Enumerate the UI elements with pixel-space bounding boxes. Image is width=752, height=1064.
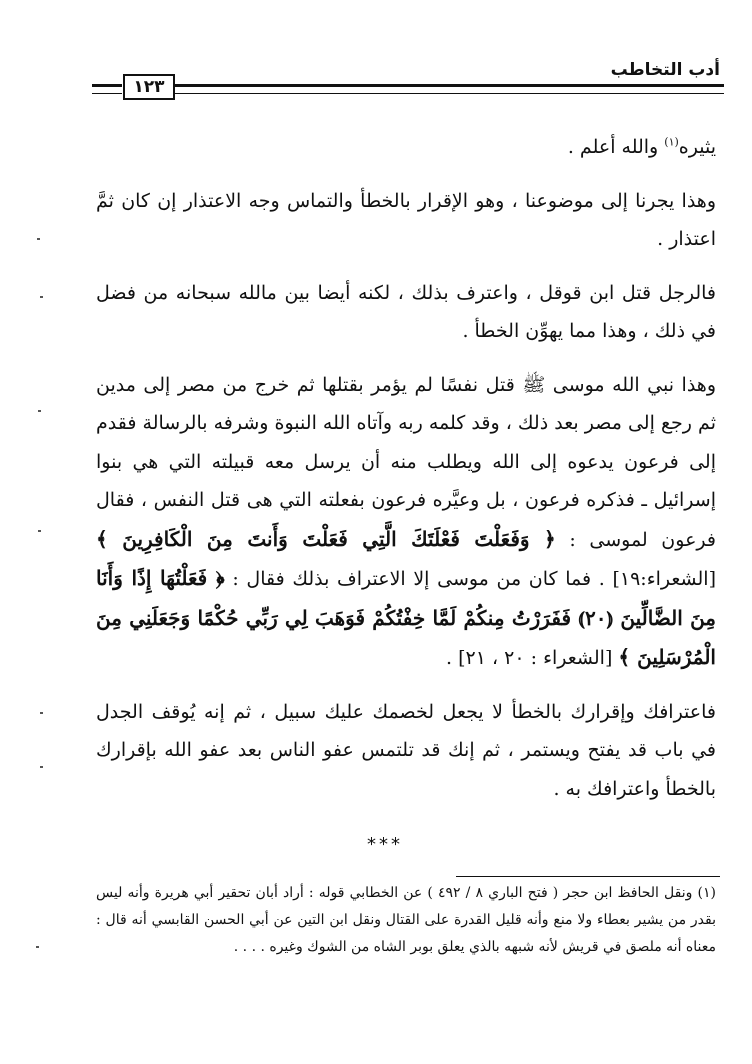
paragraph-5: فاعترافك وإقرارك بالخطأ لا يجعل لخصمك عليك سبيل ، ثم إنه يُوقف الجدل في باب قد يفتح ويستمر ، ثم إنك قد تلتمس عفو الناس بعد عفو الله بإقرارك بالخطأ واعترافك به . — [96, 700, 716, 800]
paragraph-4-b: [الشعراء:١٩] . فما كان من موسى إلا الاعتراف بذلك فقال : — [232, 568, 716, 590]
scan-mark — [36, 946, 39, 948]
footnotes — [96, 880, 716, 961]
paragraph-1-start: يثيره — [678, 136, 716, 158]
header-rule — [172, 84, 724, 94]
quran-verse-1: ﴿ وَفَعَلْتَ فَعْلَتَكَ الَّتِي فَعَلْتَ وَأَنتَ مِنَ الْكَافِرِينَ ﴾ — [96, 526, 556, 551]
main-text — [96, 128, 716, 823]
quran-verse-2: ﴿ فَعَلْتُهَا إِذًا وَأَنَا مِنَ الضَّالِّينَ ⦅٢٠⦆ فَفَرَرْتُ مِنكُمْ لَمَّا خِفْتُكُمْ فَوَهَبَ لِي رَبِّي حُكْمًا وَجَعَلَنِي مِنَ الْمُرْسَلِينَ ﴾ — [96, 566, 717, 669]
scan-mark — [38, 530, 41, 532]
footnote-1: (١) ونقل الحافظ ابن حجر ( فتح الباري ٨ / ٤٩٢ ) عن الخطابي قوله : أراد أبان تحقير أبي هريرة وأنه ليس بقدر من يشير بعطاء ولا منع وأنه قليل القدرة على القتال ونقل ابن التين عن أبي الحسن القابسي أنه قال : معناه أنه ملصق في قريش لأنه شبهه بالذي يعلق بوبر الشاه من الشوك وغيره . . . . — [96, 885, 716, 955]
scan-mark — [40, 766, 43, 768]
paragraph-1-end: والله أعلم . — [567, 136, 665, 158]
paragraph-2: وهذا يجرنا إلى موضوعنا ، وهو الإقرار بالخطأ والتماس وجه الاعتذار إن كان ثمَّ اعتذار . — [96, 189, 716, 250]
paragraph-4-a: وهذا نبي الله موسى ﷺ قتل نفسًا لم يؤمر بقتلها ثم خرج من مصر إلى مدين ثم رجع إلى مصر بعد ذلك ، وقد كلمه ربه وآتاه الله النبوة وشرفه بالرسالة فقدم إلى فرعون يدعوه إلى الله ويطلب منه أن يرسل معه قبيلته التي هي بنوا إسرائيل ـ فذكره فرعون ، بل وعيَّره فرعون بفعلته التي هى قتل النفس ، فقال فرعون لموسى : — [96, 373, 716, 551]
footnote-ref: (١) — [664, 135, 679, 149]
running-header-title: أدب التخاطب — [610, 60, 720, 80]
scan-mark — [38, 410, 41, 412]
scan-mark — [37, 238, 40, 240]
scan-mark — [40, 712, 43, 714]
paragraph-4-c: [الشعراء : ٢٠ ، ٢١] . — [446, 647, 613, 669]
header-rule-left — [92, 84, 122, 94]
paragraph-4 — [96, 366, 716, 678]
page-number: ١٢٣ — [123, 74, 175, 100]
footnote-rule — [456, 876, 720, 877]
paragraph-3: فالرجل قتل ابن قوقل ، واعترف بذلك ، لكنه أيضا بين مالله سبحانه من فضل في ذلك ، وهذا مما يهوِّن الخطأ . — [96, 281, 716, 342]
section-separator: *** — [367, 834, 403, 855]
paragraph-1 — [96, 128, 716, 167]
scan-mark — [40, 296, 43, 298]
